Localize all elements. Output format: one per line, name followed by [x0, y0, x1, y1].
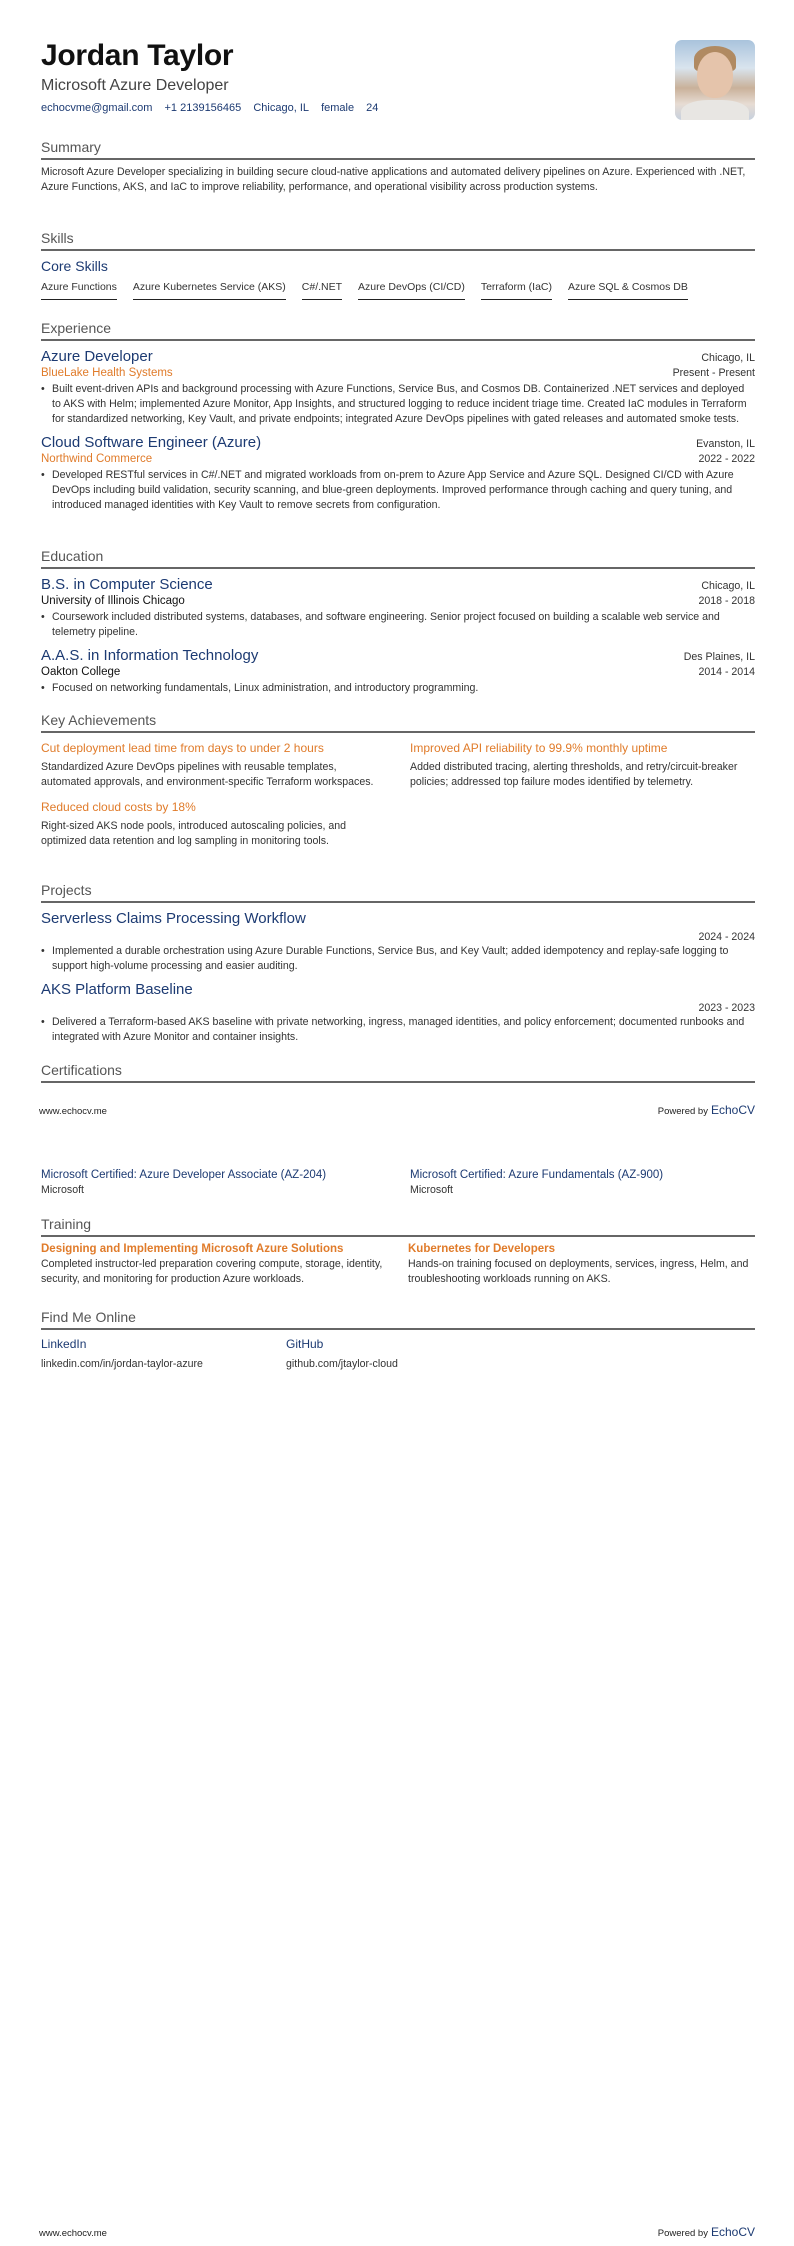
job-location: Chicago, IL: [701, 352, 755, 364]
project-entry: [41, 909, 755, 974]
footer-powered: [658, 1103, 755, 1117]
online-section: [41, 1308, 755, 1371]
bullet-text: Developed RESTful services in C#/.NET and migrated workloads from on-prem to Azure App Service and Azure SQL. Designed CI/CD with Azure DevOps including build validation, security scanning, and blue-green deployments. Improved performance through caching and query tuning, and introduced managed identities with Key Vault to remove secrets from configuration.: [52, 469, 734, 511]
project-bullet: [41, 944, 755, 974]
project-dates: 2023 - 2023: [698, 1002, 755, 1014]
achievement-title: Cut deployment lead time from days to under 2 hours: [41, 741, 324, 755]
skill-item: Azure Functions: [41, 281, 117, 300]
footer-site-link[interactable]: www.echocv.me: [39, 2228, 107, 2239]
school-name: University of Illinois Chicago: [41, 595, 185, 607]
experience-entry: [41, 433, 755, 513]
section-heading: Education: [41, 548, 104, 564]
section-divider: [41, 249, 755, 251]
section-heading: Summary: [41, 139, 101, 155]
summary-text: Microsoft Azure Developer specializing in building secure cloud-native applications and automated delivery pipelines on Azure. Experienced with .NET, Azure Functions, AKS, and IaC to improve reliability, performance, and operational visibility across production systems.: [41, 166, 746, 193]
bullet-icon: •: [41, 469, 45, 481]
bullet-text: Delivered a Terraform-based AKS baseline with private networking, ingress, managed identities, and policy enforcement; documented runbooks and integrated with Azure Monitor and container insights.: [52, 1016, 745, 1043]
achievement-title: Reduced cloud costs by 18%: [41, 800, 196, 814]
section-heading: Certifications: [41, 1062, 122, 1078]
training-desc: Completed instructor-led preparation covering compute, storage, identity, security, and monitoring for production Azure workloads.: [41, 1258, 383, 1285]
section-heading: Projects: [41, 882, 92, 898]
achievement-desc: Standardized Azure DevOps pipelines with reusable templates, automated approvals, and environment-specific Terraform workspaces.: [41, 761, 374, 788]
bullet-text: Coursework included distributed systems, databases, and software engineering. Senior project focused on building a scalable web service and telemetry pipeline.: [52, 611, 720, 638]
certification-item: [41, 1168, 386, 1198]
project-name: AKS Platform Baseline: [41, 981, 193, 998]
certification-item: [410, 1168, 755, 1198]
education-dates: 2018 - 2018: [698, 595, 755, 607]
contact-line: [41, 101, 755, 115]
profile-label: LinkedIn: [41, 1337, 87, 1351]
certification-name: Microsoft Certified: Azure Fundamentals (AZ-900): [410, 1169, 664, 1181]
profile-url-link[interactable]: linkedin.com/in/jordan-taylor-azure: [41, 1358, 203, 1370]
photo-face: [697, 52, 733, 98]
education-bullet: [41, 610, 755, 640]
achievement-item: [41, 739, 386, 790]
job-dates: 2022 - 2022: [698, 453, 755, 465]
training-title: Kubernetes for Developers: [408, 1243, 555, 1255]
skill-item: C#/.NET: [302, 281, 342, 300]
training-section: [41, 1215, 755, 1287]
section-divider: [41, 567, 755, 569]
school-location: Chicago, IL: [701, 580, 755, 592]
project-bullet: [41, 1015, 755, 1045]
achievement-item: [410, 739, 755, 790]
skill-item: Azure SQL & Cosmos DB: [568, 281, 688, 300]
section-heading: Key Achievements: [41, 712, 157, 728]
bullet-text: Focused on networking fundamentals, Linux administration, and introductory programming.: [52, 682, 479, 694]
section-heading: Skills: [41, 230, 74, 246]
section-divider: [41, 158, 755, 160]
skill-item: Azure DevOps (CI/CD): [358, 281, 465, 300]
resume-header: [41, 38, 755, 128]
page-footer-bottom: [39, 2225, 755, 2239]
certification-issuer: Microsoft: [410, 1184, 453, 1196]
education-entry: [41, 646, 755, 696]
section-heading: Find Me Online: [41, 1309, 136, 1325]
bullet-icon: •: [41, 945, 45, 957]
certifications-list: [41, 1168, 755, 1198]
job-bullet: [41, 468, 755, 513]
section-heading: Training: [41, 1216, 92, 1232]
job-title: Cloud Software Engineer (Azure): [41, 434, 262, 451]
powered-by-text: Powered by: [657, 1106, 708, 1117]
skills-section: [41, 229, 755, 300]
candidate-name: Jordan Taylor: [41, 39, 234, 72]
project-dates: 2024 - 2024: [698, 931, 755, 943]
training-item: [408, 1242, 755, 1287]
footer-site-link[interactable]: www.echocv.me: [39, 1106, 107, 1117]
photo-shoulders: [681, 100, 749, 120]
certifications-section: [41, 1061, 755, 1083]
education-dates: 2014 - 2014: [698, 666, 755, 678]
training-title: Designing and Implementing Microsoft Azure Solutions: [41, 1243, 344, 1255]
summary-section: [41, 138, 755, 195]
email-link[interactable]: echocvme@gmail.com: [41, 102, 153, 114]
project-entry: [41, 980, 755, 1045]
skill-item: Azure Kubernetes Service (AKS): [133, 281, 286, 300]
company-name: BlueLake Health Systems: [41, 367, 173, 379]
powered-by-text: Powered by: [657, 2228, 708, 2239]
bullet-text: Built event-driven APIs and background processing with Azure Functions, Service Bus, and Cosmos DB. Containerized .NET services and deployed to AKS with Helm; implemented Azure Monitor, App Insights, and structured logging to reduce incident triage time. Created IaC modules in Terraform for standardized networking, Key Vault, and private endpoints; integrated Azure DevOps pipelines with gated releases and automated smoke tests.: [52, 383, 747, 425]
profile-photo: [675, 40, 755, 120]
online-profile-linkedin: [41, 1336, 286, 1371]
job-dates: Present - Present: [672, 367, 755, 379]
bullet-text: Implemented a durable orchestration using Azure Durable Functions, Service Bus, and Key Vault; added idempotency and replay-safe logging to support high-volume processing and easier auditing.: [52, 945, 729, 972]
company-name: Northwind Commerce: [41, 453, 153, 465]
training-desc: Hands-on training focused on deployments, services, ingress, Helm, and troubleshooting workloads running on AKS.: [408, 1258, 749, 1285]
age-text: 24: [366, 102, 379, 114]
phone-link[interactable]: +1 2139156465: [164, 102, 242, 114]
achievement-desc: Added distributed tracing, alerting thresholds, and retry/circuit-breaker policies; addressed top failure modes identified by telemetry.: [410, 761, 738, 788]
online-profile-github: [286, 1336, 531, 1371]
school-name: Oakton College: [41, 666, 121, 678]
bullet-icon: •: [41, 1016, 45, 1028]
bullet-icon: •: [41, 682, 45, 694]
project-name: Serverless Claims Processing Workflow: [41, 910, 306, 927]
job-location: Evanston, IL: [696, 438, 755, 450]
section-divider: [41, 901, 755, 903]
experience-section: [41, 319, 755, 513]
section-divider: [41, 1328, 755, 1330]
section-heading: Experience: [41, 320, 112, 336]
education-section: [41, 547, 755, 696]
skill-group-title: Core Skills: [41, 258, 108, 274]
certification-name: Microsoft Certified: Azure Developer Associate (AZ-204): [41, 1169, 327, 1181]
bullet-icon: •: [41, 611, 45, 623]
education-bullet: [41, 681, 755, 696]
skill-list: [41, 281, 755, 300]
candidate-title: Microsoft Azure Developer: [41, 77, 229, 94]
footer-brand[interactable]: EchoCV: [710, 2225, 755, 2239]
experience-entry: [41, 347, 755, 427]
section-divider: [41, 1235, 755, 1237]
profile-url-link[interactable]: github.com/jtaylor-cloud: [286, 1358, 398, 1370]
achievement-grid: [41, 739, 755, 857]
bullet-icon: •: [41, 383, 45, 395]
education-entry: [41, 575, 755, 640]
skill-item: Terraform (IaC): [481, 281, 552, 300]
school-location: Des Plaines, IL: [683, 651, 755, 663]
location-text: Chicago, IL: [253, 102, 309, 114]
footer-brand[interactable]: EchoCV: [710, 1103, 755, 1117]
achievements-section: [41, 711, 755, 857]
job-title: Azure Developer: [41, 348, 153, 365]
achievement-desc: Right-sized AKS node pools, introduced autoscaling policies, and optimized data retention and log sampling in monitoring tools.: [41, 820, 347, 847]
gender-text: female: [321, 102, 355, 114]
degree-title: A.A.S. in Information Technology: [41, 647, 259, 664]
section-divider: [41, 1081, 755, 1083]
footer-powered: [658, 2225, 755, 2239]
degree-title: B.S. in Computer Science: [41, 576, 213, 593]
page-footer: [39, 1103, 755, 1117]
achievement-item: [41, 798, 386, 849]
section-divider: [41, 339, 755, 341]
projects-section: [41, 881, 755, 1045]
training-item: [41, 1242, 388, 1287]
achievement-title: Improved API reliability to 99.9% monthly uptime: [410, 741, 668, 755]
section-divider: [41, 731, 755, 733]
certification-issuer: Microsoft: [41, 1184, 84, 1196]
profile-label: GitHub: [286, 1337, 324, 1351]
job-bullet: [41, 382, 755, 427]
